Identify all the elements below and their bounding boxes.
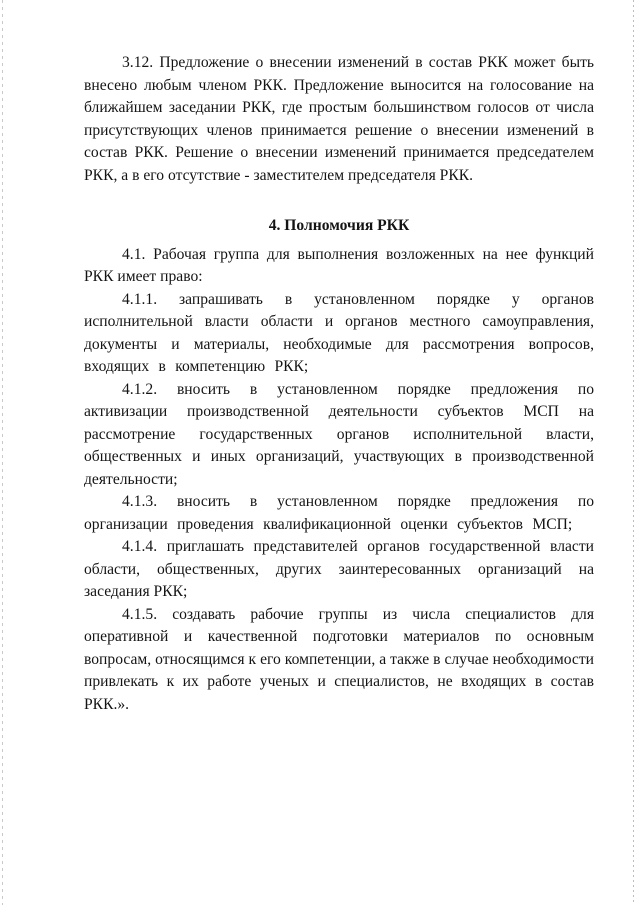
- document-page: [84, 52, 594, 716]
- section-heading: 4. Полномочия РКК: [268, 217, 410, 234]
- paragraph-4-1-5: 4.1.5. создавать рабочие группы из числа специалистов для оперативной и качественной подготовки материалов по основным вопросам, относящимся к его компетенции, а также в случае необходимости привлекать к их работе ученых и специалистов, не входящих в состав РКК.».: [84, 605, 594, 713]
- paragraph-4-1-1: 4.1.1. запрашивать в установленном порядке у органов исполнительной власти области и органов местного самоуправления, документы и материалы, необходимые для рассмотрения вопросов, входящих в компетенцию РКК;: [84, 290, 594, 375]
- scan-edge-right: [633, 0, 634, 905]
- scan-edge-left: [2, 0, 3, 905]
- paragraph-4-1-2: 4.1.2. вносить в установленном порядке предложения по активизации производственной деятельности субъектов МСП на рассмотрение государственных органов исполнительной власти, общественных и иных организаций, участвующих в производственной деятельности;: [84, 380, 594, 488]
- paragraph-4-1: 4.1. Рабочая группа для выполнения возложенных на нее функций РКК имеет право:: [84, 245, 594, 285]
- paragraph-4-1-3: 4.1.3. вносить в установленном порядке предложения по организации проведения квалификационной оценки субъектов МСП;: [84, 493, 594, 533]
- paragraph-3-12: 3.12. Предложение о внесении изменений в состав РКК может быть внесено любым членом РКК. Предложение выносится на голосование на ближайшем заседании РКК, где простым большинством голосов от числа присутствующих членов принимается решение о внесении изменений в состав РКК. Решение о внесении изменений принимается председателем РКК, а в его отсутствие - заместителем председателя РКК.: [84, 54, 594, 184]
- paragraph-4-1-4: 4.1.4. приглашать представителей органов государственной власти области, общественных, других заинтересованных организаций на заседания РКК;: [84, 538, 594, 600]
